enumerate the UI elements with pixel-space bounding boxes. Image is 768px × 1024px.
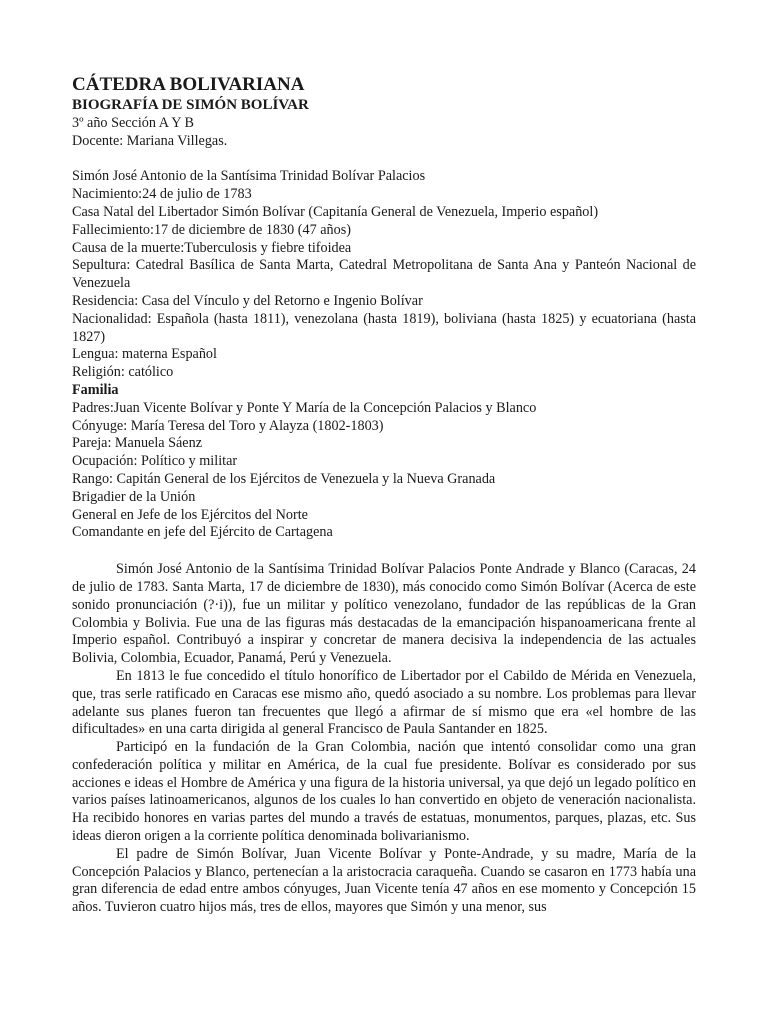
spacer [72, 151, 696, 169]
document-subtitle: BIOGRAFÍA DE SIMÓN BOLÍVAR [72, 97, 309, 113]
fact-death: Fallecimiento:17 de diciembre de 1830 (47 años) [72, 221, 351, 238]
fact-burial: Sepultura: Catedral Basílica de Santa Marta, Catedral Metropolitana de Santa Ana y Panteón Nacional de Venezuela [72, 257, 696, 292]
biography-paragraph: Participó en la fundación de la Gran Colombia, nación que intentó consolidar como una gran confederación política y militar en América, de la cual fue presidente. Bolívar es considerado por sus acciones e ideas el Hombre de América y una figura de la historia universal, ya que dejó un legado político en varios países latinoamericanos, algunos de los cuales lo han convertido en objeto de veneración nacionalista. Ha recibido honores en varias partes del mundo a través de estatuas, monumentos, parques, plazas, etc. Sus ideas dieron origen a la corriente política denominada bolivarianismo. [72, 739, 696, 845]
fact-birth: Nacimiento:24 de julio de 1783 [72, 186, 252, 203]
fact-rank-3: General en Jefe de los Ejércitos del Norte [72, 506, 308, 523]
biography-paragraph: En 1813 le fue concedido el título honorífico de Libertador por el Cabildo de Mérida en Venezuela, que, tras serle ratificado en Caracas ese mismo año, quedó asociado a su nombre. Los problemas para llevar adelante sus planes fueron tan frecuentes que llegó a afirmar de sí mismo que era «el hombre de las dificultades» en una carta dirigida al general Francisco de Paula Santander en 1825. [72, 667, 696, 738]
teacher-line: Docente: Mariana Villegas. [72, 132, 228, 149]
document-title: CÁTEDRA BOLIVARIANA [72, 74, 305, 95]
fact-residence: Residencia: Casa del Vínculo y del Retorno e Ingenio Bolívar [72, 292, 423, 309]
fact-rank-4: Comandante en jefe del Ejército de Cartagena [72, 524, 333, 541]
fact-cause-of-death: Causa de la muerte:Tuberculosis y fiebre tifoidea [72, 239, 352, 256]
fact-spouse: Cónyuge: María Teresa del Toro y Alayza (1802-1803) [72, 417, 384, 434]
fact-occupation: Ocupación: Político y militar [72, 453, 238, 470]
fact-religion: Religión: católico [72, 364, 174, 381]
fact-language: Lengua: materna Español [72, 346, 217, 363]
fact-full-name: Simón José Antonio de la Santísima Trinidad Bolívar Palacios [72, 168, 426, 185]
fact-rank: Rango: Capitán General de los Ejércitos de Venezuela y la Nueva Granada [72, 470, 496, 487]
biography-body [72, 561, 696, 917]
course-line: 3º año Sección A Y B [72, 115, 194, 131]
family-heading: Familia [72, 381, 119, 398]
fact-nationality: Nacionalidad: Española (hasta 1811), venezolana (hasta 1819), boliviana (hasta 1825) y ecuatoriana (hasta 1827) [72, 310, 696, 345]
fact-parents: Padres:Juan Vicente Bolívar y Ponte Y María de la Concepción Palacios y Blanco [72, 399, 537, 416]
biography-paragraph: Simón José Antonio de la Santísima Trinidad Bolívar Palacios Ponte Andrade y Blanco (Caracas, 24 de julio de 1783. Santa Marta, 17 de diciembre de 1830), más conocido como Simón Bolívar (Acerca de este sonido pronunciación (?·i)), fue un militar y político venezolano, fundador de las repúblicas de la Gran Colombia y Bolivia. Fue una de las figuras más destacadas de la emancipación hispanoamericana frente al Imperio español. Contribuyó a inspirar y concretar de manera decisiva la independencia de las actuales Bolivia, Colombia, Ecuador, Panamá, Perú y Venezuela. [72, 561, 696, 667]
fact-rank-2: Brigadier de la Unión [72, 488, 196, 505]
fact-birthplace: Casa Natal del Libertador Simón Bolívar (Capitanía General de Venezuela, Imperio español) [72, 203, 599, 220]
fact-list [72, 168, 696, 542]
fact-partner: Pareja: Manuela Sáenz [72, 435, 202, 452]
spacer [72, 542, 696, 561]
biography-paragraph: El padre de Simón Bolívar, Juan Vicente Bolívar y Ponte-Andrade, y su madre, María de la Concepción Palacios y Blanco, pertenecían a la aristocracia caraqueña. Cuando se casaron en 1773 había una gran diferencia de edad entre ambos cónyuges, Juan Vicente tenía 47 años en ese momento y Concepción 15 años. Tuvieron cuatro hijos más, tres de ellos, mayores que Simón y una menor, sus [72, 845, 696, 916]
